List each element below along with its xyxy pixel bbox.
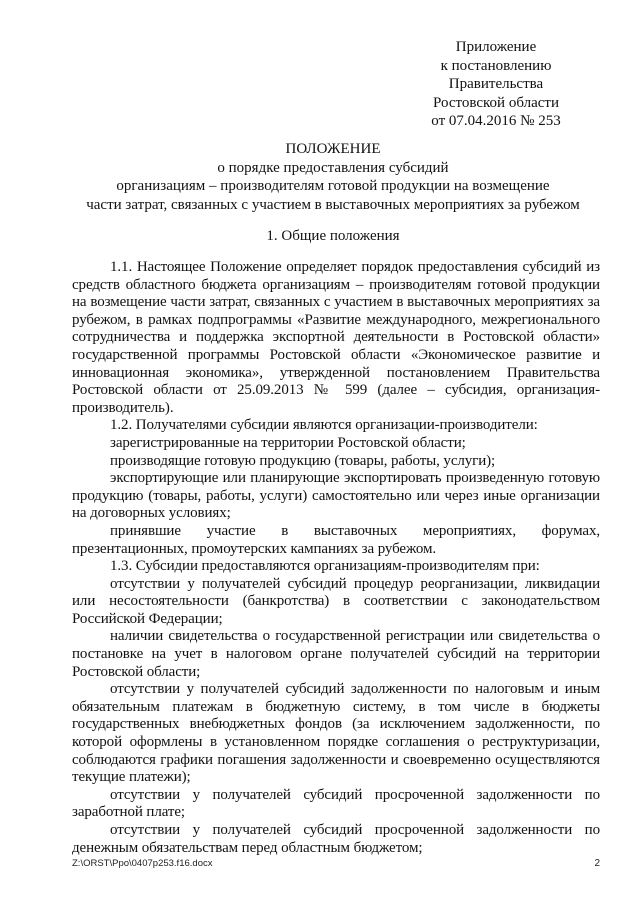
page-number: 2 (594, 858, 600, 869)
paragraph: 1.1. Настоящее Положение определяет порядок предоставления субсидий из средств областного бюджета организациям – производителям готовой продукции на возмещение части затрат, связанных с участием в выставочных мероприятиях за рубежом, в рамках подпрограммы «Развитие международного, межрегионального сотрудничества и поддержка экспортной деятельности в Ростовской области» государственной программы Ростовской области «Экономическое развитие и инновационная экономика», утвержденной постановлением Правительства Ростовской области от 25.09.2013 № 599 (далее – субсидия, организация-производитель). (72, 259, 600, 416)
title-line: части затрат, связанных с участием в выставочных мероприятиях за рубежом (86, 196, 580, 213)
document-body (72, 259, 600, 857)
section-heading: 1. Общие положения (266, 228, 400, 244)
paragraph: производящие готовую продукцию (товары, работы, услуги); (110, 452, 496, 469)
appendix-line: Ростовской области (433, 94, 559, 111)
document-title (60, 140, 606, 214)
paragraph: наличии свидетельства о государственной регистрации или свидетельства о постановке на учет в налоговом органе получателей субсидий на территории Ростовской области; (72, 628, 600, 680)
title-line: о порядке предоставления субсидий (217, 159, 449, 176)
paragraph: отсутствии у получателей субсидий процедур реорганизации, ликвидации или несостоятельности (банкротства) в соответствии с законодательством Российской Федерации; (72, 575, 600, 627)
paragraph: отсутствии у получателей субсидий просроченной задолженности по заработной плате; (72, 786, 600, 821)
title-heading: ПОЛОЖЕНИЕ (285, 141, 381, 157)
title-line: организациям – производителям готовой продукции на возмещение (116, 178, 550, 194)
paragraph: отсутствии у получателей субсидий задолженности по налоговым и иным обязательным платежам в бюджетную систему, в том числе в бюджеты государственных внебюджетных фондов (за исключением задолженности, по которой оформлены в установленном порядке соглашения о реструктуризации, соблюдаются графики погашения задолженности и своевременно осуществляются текущие платежи); (72, 681, 600, 786)
paragraph: 1.3. Субсидии предоставляются организациям-производителям при: (110, 558, 540, 575)
footer-file-path: Z:\ORST\Ppo\0407p253.f16.docx (72, 858, 213, 869)
paragraph: 1.2. Получателями субсидии являются организации-производители: (110, 417, 538, 434)
paragraph: экспортирующие или планирующие экспортировать произведенную готовую продукцию (товары, работы, услуги) самостоятельно или через иные организации на договорных условиях; (72, 470, 600, 522)
paragraph: принявшие участие в выставочных мероприятиях, форумах, презентационных, промоутерских кампаниях за рубежом. (72, 522, 600, 557)
paragraph: зарегистрированные на территории Ростовской области; (110, 434, 466, 451)
paragraph: отсутствии у получателей субсидий просроченной задолженности по денежным обязательствам перед областным бюджетом; (72, 822, 600, 856)
appendix-line: от 07.04.2016 № 253 (431, 113, 561, 129)
appendix-line: Приложение (455, 39, 537, 55)
appendix-line: к постановлению (440, 57, 552, 74)
appendix-line: Правительства (448, 76, 544, 92)
appendix-block (410, 38, 582, 131)
